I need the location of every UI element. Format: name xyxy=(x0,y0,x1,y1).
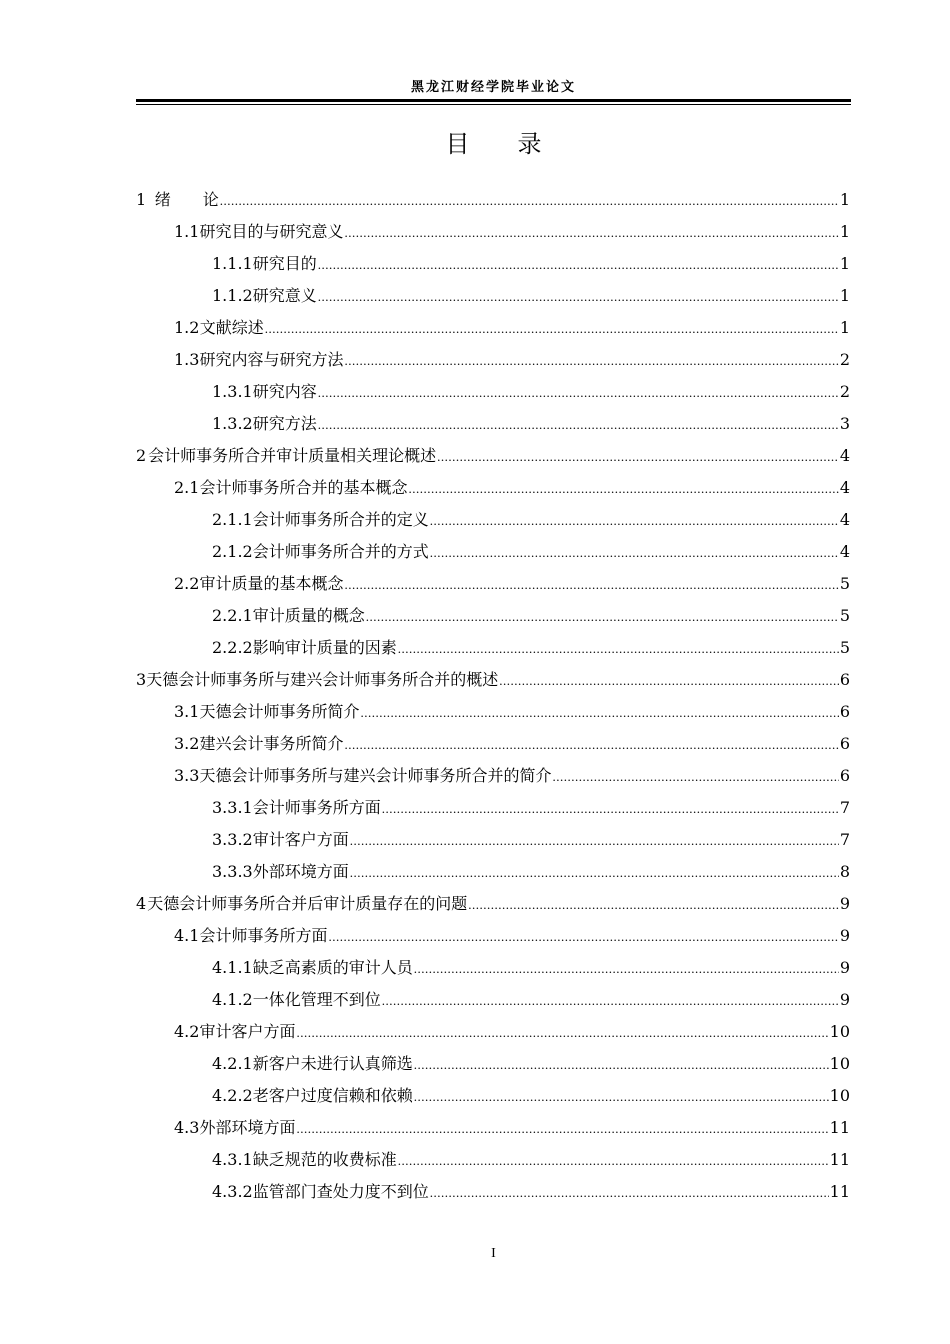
toc-entry-title: 会计师事务所方面 xyxy=(252,798,381,817)
toc-dot-leader xyxy=(360,697,838,729)
toc-title-part2: 录 xyxy=(517,130,542,158)
toc-entry-title: 缺乏高素质的审计人员 xyxy=(252,958,413,977)
toc-entry[interactable] xyxy=(136,952,850,984)
toc-entry[interactable] xyxy=(136,856,850,888)
toc-entry-title: 天德会计师事务所简介 xyxy=(199,702,360,721)
toc-entry-number: 1.3 xyxy=(174,350,200,369)
toc-list xyxy=(136,184,850,1208)
toc-entry-title: 绪 论 xyxy=(154,190,219,209)
toc-dot-leader xyxy=(414,1049,829,1081)
toc-entry[interactable] xyxy=(136,248,850,280)
toc-entry-title: 影响审计质量的因素 xyxy=(252,638,397,657)
toc-dot-leader xyxy=(318,281,839,313)
toc-entry[interactable] xyxy=(136,1144,850,1176)
toc-entry-number: 3.2 xyxy=(174,734,200,753)
toc-entry-page: 6 xyxy=(839,670,850,689)
toc-entry[interactable] xyxy=(136,344,850,376)
toc-entry-number: 3.3.1 xyxy=(212,798,253,817)
toc-entry-page: 11 xyxy=(829,1118,850,1137)
toc-dot-leader xyxy=(318,377,839,409)
toc-dot-leader xyxy=(414,953,839,985)
toc-entry-title: 审计质量的概念 xyxy=(252,606,365,625)
toc-entry-page: 7 xyxy=(839,830,850,849)
toc-dot-leader xyxy=(468,889,839,921)
toc-entry-number: 4.1.2 xyxy=(212,990,253,1009)
toc-entry-number: 3 xyxy=(136,670,147,689)
toc-entry[interactable] xyxy=(136,536,850,568)
toc-entry-page: 5 xyxy=(839,574,850,593)
toc-entry-title: 监管部门查处力度不到位 xyxy=(252,1182,429,1201)
toc-entry-title: 研究目的 xyxy=(252,254,317,273)
toc-entry-number: 1.1.1 xyxy=(212,254,253,273)
toc-entry[interactable] xyxy=(136,216,850,248)
running-header-title: 黑龙江财经学院毕业论文 xyxy=(410,80,576,95)
header-rule-thick xyxy=(136,99,851,102)
page-number: I xyxy=(491,1246,496,1261)
toc-entry-page: 4 xyxy=(839,510,850,529)
toc-entry-number: 4 xyxy=(136,894,147,913)
toc-dot-leader xyxy=(265,313,839,345)
toc-entry[interactable] xyxy=(136,664,850,696)
toc-entry-page: 5 xyxy=(839,606,850,625)
toc-entry-number: 4.3 xyxy=(174,1118,200,1137)
toc-entry-page: 11 xyxy=(829,1182,850,1201)
toc-entry-number: 2.2.1 xyxy=(212,606,253,625)
toc-entry-title: 缺乏规范的收费标准 xyxy=(252,1150,397,1169)
toc-entry[interactable] xyxy=(136,280,850,312)
toc-entry-page: 9 xyxy=(839,894,850,913)
toc-entry-number: 3.3.2 xyxy=(212,830,253,849)
toc-entry[interactable] xyxy=(136,568,850,600)
toc-entry-number: 4.2.1 xyxy=(212,1054,253,1073)
toc-entry-page: 1 xyxy=(839,318,850,337)
toc-entry-title: 天德会计师事务所与建兴会计师事务所合并的简介 xyxy=(199,766,552,785)
toc-entry-page: 7 xyxy=(839,798,850,817)
toc-entry-page: 4 xyxy=(839,542,850,561)
toc-entry-number: 4.2 xyxy=(174,1022,200,1041)
toc-entry-title: 会计师事务所合并审计质量相关理论概述 xyxy=(148,446,437,465)
toc-entry-number: 4.1 xyxy=(174,926,200,945)
toc-entry-number: 4.2.2 xyxy=(212,1086,253,1105)
toc-dot-leader xyxy=(430,537,839,569)
toc-entry[interactable] xyxy=(136,184,850,216)
toc-entry-title: 研究内容与研究方法 xyxy=(199,350,344,369)
toc-entry[interactable] xyxy=(136,920,850,952)
toc-entry-title: 外部环境方面 xyxy=(252,862,349,881)
toc-title-part1: 目 xyxy=(445,130,470,158)
toc-entry-title: 研究方法 xyxy=(252,414,317,433)
toc-entry-page: 9 xyxy=(839,990,850,1009)
toc-entry-number: 2.1.2 xyxy=(212,542,253,561)
toc-dot-leader xyxy=(344,345,838,377)
toc-dot-leader xyxy=(414,1081,829,1113)
toc-entry[interactable] xyxy=(136,792,850,824)
toc-entry[interactable] xyxy=(136,984,850,1016)
toc-entry[interactable] xyxy=(136,472,850,504)
toc-entry-page: 10 xyxy=(829,1054,850,1073)
toc-dot-leader xyxy=(318,409,839,441)
toc-entry-title: 审计客户方面 xyxy=(199,1022,296,1041)
toc-entry[interactable] xyxy=(136,440,850,472)
toc-entry-number: 1.3.2 xyxy=(212,414,253,433)
toc-entry-number: 1 xyxy=(136,190,147,209)
toc-entry-number: 1.1 xyxy=(174,222,200,241)
toc-entry-title: 会计师事务所合并的定义 xyxy=(252,510,429,529)
toc-entry-page: 1 xyxy=(839,254,850,273)
toc-entry-number: 1.2 xyxy=(174,318,200,337)
toc-entry-page: 2 xyxy=(839,350,850,369)
toc-entry-page: 1 xyxy=(839,286,850,305)
toc-entry-number: 3.1 xyxy=(174,702,200,721)
toc-entry[interactable] xyxy=(136,504,850,536)
toc-dot-leader xyxy=(296,1113,828,1145)
toc-entry-page: 6 xyxy=(839,702,850,721)
toc-entry-number: 2.2 xyxy=(174,574,200,593)
toc-entry-page: 10 xyxy=(829,1086,850,1105)
toc-entry[interactable] xyxy=(136,1048,850,1080)
toc-entry[interactable] xyxy=(136,728,850,760)
toc-entry-title: 审计质量的基本概念 xyxy=(199,574,344,593)
toc-dot-leader xyxy=(437,441,839,473)
toc-entry-title: 外部环境方面 xyxy=(199,1118,296,1137)
toc-dot-leader xyxy=(430,505,839,537)
toc-entry[interactable] xyxy=(136,376,850,408)
toc-entry-page: 8 xyxy=(839,862,850,881)
toc-entry-number: 2.2.2 xyxy=(212,638,253,657)
toc-entry-title: 一体化管理不到位 xyxy=(252,990,381,1009)
toc-dot-leader xyxy=(220,185,839,217)
toc-entry-title: 研究目的与研究意义 xyxy=(199,222,344,241)
toc-entry-page: 9 xyxy=(839,958,850,977)
toc-entry-number: 1.3.1 xyxy=(212,382,253,401)
toc-entry-number: 2 xyxy=(136,446,147,465)
toc-entry-page: 1 xyxy=(839,190,850,209)
toc-entry-title: 天德会计师事务所合并后审计质量存在的问题 xyxy=(147,894,468,913)
toc-entry[interactable] xyxy=(136,600,850,632)
toc-dot-leader xyxy=(350,857,839,889)
toc-dot-leader xyxy=(398,633,839,665)
toc-entry-number: 4.3.1 xyxy=(212,1150,253,1169)
toc-entry[interactable] xyxy=(136,1016,850,1048)
toc-entry-number: 1.1.2 xyxy=(212,286,253,305)
toc-entry-title: 老客户过度信赖和依赖 xyxy=(252,1086,413,1105)
toc-dot-leader xyxy=(318,249,839,281)
toc-dot-leader xyxy=(344,569,838,601)
toc-entry[interactable] xyxy=(136,632,850,664)
toc-entry[interactable] xyxy=(136,760,850,792)
toc-dot-leader xyxy=(552,761,838,793)
toc-dot-leader xyxy=(382,985,839,1017)
toc-dot-leader xyxy=(344,217,838,249)
toc-entry[interactable] xyxy=(136,1080,850,1112)
toc-entry-title: 审计客户方面 xyxy=(252,830,349,849)
toc-entry-page: 6 xyxy=(839,766,850,785)
toc-entry-number: 4.3.2 xyxy=(212,1182,253,1201)
toc-entry-title: 研究内容 xyxy=(252,382,317,401)
toc-entry[interactable] xyxy=(136,312,850,344)
toc-entry-title: 文献综述 xyxy=(199,318,264,337)
toc-entry-page: 11 xyxy=(829,1150,850,1169)
toc-entry-title: 会计师事务所方面 xyxy=(199,926,328,945)
toc-entry-page: 2 xyxy=(839,382,850,401)
toc-entry-title: 天德会计师事务所与建兴会计师事务所合并的概述 xyxy=(146,670,499,689)
toc-dot-leader xyxy=(499,665,839,697)
toc-dot-leader xyxy=(398,1145,829,1177)
toc-entry-title: 新客户未进行认真筛选 xyxy=(252,1054,413,1073)
toc-entry-page: 4 xyxy=(839,478,850,497)
toc-entry-page: 1 xyxy=(839,222,850,241)
toc-entry-title: 会计师事务所合并的基本概念 xyxy=(199,478,408,497)
toc-dot-leader xyxy=(350,825,839,857)
toc-entry[interactable] xyxy=(136,1112,850,1144)
toc-dot-leader xyxy=(382,793,839,825)
toc-dot-leader xyxy=(430,1177,829,1209)
toc-entry[interactable] xyxy=(136,408,850,440)
toc-entry-number: 3.3.3 xyxy=(212,862,253,881)
toc-entry[interactable] xyxy=(136,1176,850,1208)
toc-dot-leader xyxy=(328,921,838,953)
toc-entry-page: 4 xyxy=(839,446,850,465)
toc-entry-page: 3 xyxy=(839,414,850,433)
toc-title xyxy=(136,128,851,160)
toc-dot-leader xyxy=(296,1017,828,1049)
toc-dot-leader xyxy=(366,601,839,633)
header-rule-thin xyxy=(136,104,851,105)
toc-entry-title: 建兴会计事务所简介 xyxy=(199,734,344,753)
toc-dot-leader xyxy=(344,729,838,761)
toc-entry[interactable] xyxy=(136,888,850,920)
toc-dot-leader xyxy=(408,473,838,505)
toc-entry-number: 3.3 xyxy=(174,766,200,785)
toc-entry[interactable] xyxy=(136,824,850,856)
toc-entry-page: 10 xyxy=(829,1022,850,1041)
toc-entry-number: 4.1.1 xyxy=(212,958,253,977)
toc-entry-number: 2.1.1 xyxy=(212,510,253,529)
toc-entry-number: 2.1 xyxy=(174,478,200,497)
toc-entry[interactable] xyxy=(136,696,850,728)
toc-entry-page: 5 xyxy=(839,638,850,657)
toc-entry-title: 会计师事务所合并的方式 xyxy=(252,542,429,561)
toc-entry-page: 9 xyxy=(839,926,850,945)
toc-entry-title: 研究意义 xyxy=(252,286,317,305)
toc-entry-page: 6 xyxy=(839,734,850,753)
